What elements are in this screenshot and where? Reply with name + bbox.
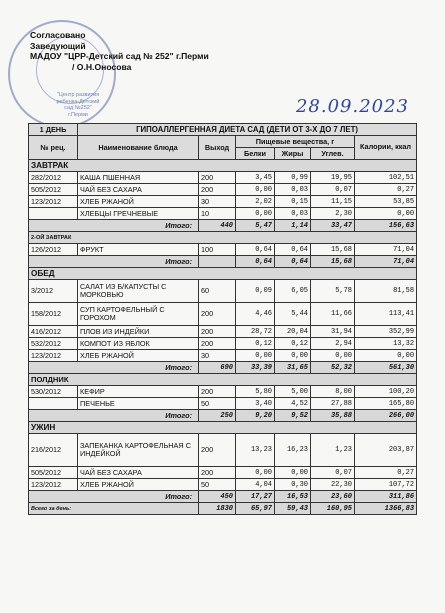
dish-name: ЗАПЕКАНКА КАРТОФЕЛЬНАЯ С ИНДЕЙКОЙ <box>78 434 199 467</box>
section-header <box>29 160 417 172</box>
dish-row <box>29 386 417 398</box>
dish-name: ЧАЙ БЕЗ САХАРА <box>78 184 199 196</box>
dish-row <box>29 479 417 491</box>
total-protein: 9,20 <box>236 410 275 422</box>
dish-row <box>29 326 417 338</box>
dish-yield: 50 <box>199 398 236 410</box>
carb-value: 31,94 <box>311 326 355 338</box>
protein-value: 0,00 <box>236 350 275 362</box>
carb-value: 5,78 <box>311 280 355 303</box>
protein-value: 5,80 <box>236 386 275 398</box>
protein-value: 28,72 <box>236 326 275 338</box>
dish-name: КОМПОТ ИЗ ЯБЛОК <box>78 338 199 350</box>
calorie-value: 165,80 <box>355 398 417 410</box>
carb-value: 0,07 <box>311 467 355 479</box>
total-calories: 71,04 <box>355 256 417 268</box>
dish-name: ФРУКТ <box>78 244 199 256</box>
grand-total-protein: 65,97 <box>236 503 275 515</box>
protein-value: 4,46 <box>236 303 275 326</box>
total-protein: 0,64 <box>236 256 275 268</box>
grand-total-label: Всего за день: <box>29 503 199 515</box>
dish-row <box>29 398 417 410</box>
protein-value: 0,00 <box>236 208 275 220</box>
stamp-line: "Центр развития <box>56 92 100 98</box>
grand-total-fat: 59,43 <box>275 503 311 515</box>
recipe-number: 505/2012 <box>29 184 78 196</box>
dish-row <box>29 184 417 196</box>
fat-value: 20,04 <box>275 326 311 338</box>
approval-line: МАДОУ "ЦРР-Детский сад № 252" г.Перми <box>30 51 209 61</box>
section-header <box>29 268 417 280</box>
recipe-number: 416/2012 <box>29 326 78 338</box>
protein-value: 0,12 <box>236 338 275 350</box>
protein-value: 4,04 <box>236 479 275 491</box>
section-total-row <box>29 410 417 422</box>
dish-name: СУП КАРТОФЕЛЬНЫЙ С ГОРОХОМ <box>78 303 199 326</box>
section-title: ПОЛДНИК <box>29 374 417 386</box>
protein-value: 0,64 <box>236 244 275 256</box>
fat-value: 5,44 <box>275 303 311 326</box>
dish-yield: 200 <box>199 386 236 398</box>
dish-yield: 200 <box>199 184 236 196</box>
recipe-number: 126/2012 <box>29 244 78 256</box>
dish-name: КЕФИР <box>78 386 199 398</box>
dish-row <box>29 434 417 467</box>
stamp-line: сад №252" <box>64 105 92 111</box>
menu-table <box>28 123 417 515</box>
section-total-row <box>29 491 417 503</box>
dish-row <box>29 208 417 220</box>
section-header <box>29 422 417 434</box>
recipe-number: 123/2012 <box>29 479 78 491</box>
recipe-number: 123/2012 <box>29 196 78 208</box>
stamp-line: г.Перми <box>68 111 88 118</box>
section-title: 2-ОЙ ЗАВТРАК <box>29 232 417 244</box>
carb-value: 2,30 <box>311 208 355 220</box>
dish-row <box>29 303 417 326</box>
total-protein: 17,27 <box>236 491 275 503</box>
calorie-value: 107,72 <box>355 479 417 491</box>
section-total-row <box>29 220 417 232</box>
total-yield: 690 <box>199 362 236 374</box>
fat-value: 0,00 <box>275 350 311 362</box>
protein-value: 0,00 <box>236 184 275 196</box>
grand-total-calories: 1366,83 <box>355 503 417 515</box>
grand-total-yield: 1830 <box>199 503 236 515</box>
dish-yield: 200 <box>199 434 236 467</box>
dish-name: ХЛЕБ РЖАНОЙ <box>78 196 199 208</box>
approval-line: Согласовано <box>30 30 86 40</box>
total-calories: 266,00 <box>355 410 417 422</box>
section-header <box>29 374 417 386</box>
fat-value: 0,15 <box>275 196 311 208</box>
protein-value: 0,00 <box>236 467 275 479</box>
carb-value: 27,88 <box>311 398 355 410</box>
calorie-value: 100,20 <box>355 386 417 398</box>
total-carb: 23,60 <box>311 491 355 503</box>
total-calories: 561,30 <box>355 362 417 374</box>
stamp-line: ребенка-Детский <box>56 98 100 105</box>
fat-value: 0,12 <box>275 338 311 350</box>
total-carb: 15,68 <box>311 256 355 268</box>
total-fat: 1,14 <box>275 220 311 232</box>
carb-value: 22,30 <box>311 479 355 491</box>
approval-line: Заведующий <box>30 40 86 51</box>
dish-yield: 50 <box>199 479 236 491</box>
handwritten-date: 28.09.2023 <box>295 96 409 117</box>
fat-value: 0,03 <box>275 184 311 196</box>
carb-value: 19,95 <box>311 172 355 184</box>
menu-title: ГИПОАЛЛЕРГЕННАЯ ДИЕТА САД (ДЕТИ ОТ 3-Х ДО 7 ЛЕТ) <box>78 124 417 136</box>
total-yield: 250 <box>199 410 236 422</box>
total-fat: 31,65 <box>275 362 311 374</box>
fat-value: 0,03 <box>275 208 311 220</box>
dish-name: ПЕЧЕНЬЕ <box>78 398 199 410</box>
calorie-value: 203,87 <box>355 434 417 467</box>
dish-row <box>29 467 417 479</box>
carb-value: 11,15 <box>311 196 355 208</box>
dish-row <box>29 172 417 184</box>
protein-value: 0,09 <box>236 280 275 303</box>
total-fat: 16,53 <box>275 491 311 503</box>
dish-yield: 200 <box>199 338 236 350</box>
calorie-value: 102,51 <box>355 172 417 184</box>
calorie-value: 71,04 <box>355 244 417 256</box>
col-fat: Жиры <box>275 148 311 160</box>
total-protein: 5,47 <box>236 220 275 232</box>
total-label: Итого: <box>29 491 199 503</box>
section-header <box>29 232 417 244</box>
recipe-number: 530/2012 <box>29 386 78 398</box>
col-calories: Калории, ккал <box>355 136 417 160</box>
carb-value: 15,68 <box>311 244 355 256</box>
dish-row <box>29 244 417 256</box>
total-carb: 35,88 <box>311 410 355 422</box>
day-label: 1 ДЕНЬ <box>29 124 78 136</box>
calorie-value: 53,85 <box>355 196 417 208</box>
calorie-value: 13,32 <box>355 338 417 350</box>
dish-name: ХЛЕБЦЫ ГРЕЧНЕВЫЕ <box>78 208 199 220</box>
section-title: ОБЕД <box>29 268 417 280</box>
dish-yield: 100 <box>199 244 236 256</box>
dish-name: САЛАТ ИЗ Б/КАПУСТЫ С МОРКОВЬЮ <box>78 280 199 303</box>
total-yield <box>199 256 236 268</box>
total-label: Итого: <box>29 220 199 232</box>
section-total-row <box>29 362 417 374</box>
calorie-value: 81,58 <box>355 280 417 303</box>
col-nutrients: Пищевые вещества, г <box>236 136 355 148</box>
dish-yield: 60 <box>199 280 236 303</box>
col-protein: Белки <box>236 148 275 160</box>
dish-row <box>29 280 417 303</box>
calorie-value: 0,27 <box>355 467 417 479</box>
protein-value: 3,45 <box>236 172 275 184</box>
dish-name: ХЛЕБ РЖАНОЙ <box>78 479 199 491</box>
stamp-text <box>40 92 116 118</box>
total-carb: 33,47 <box>311 220 355 232</box>
dish-yield: 200 <box>199 467 236 479</box>
col-carb: Углев. <box>311 148 355 160</box>
carb-value: 0,07 <box>311 184 355 196</box>
menu-body <box>29 160 417 515</box>
recipe-number: 3/2012 <box>29 280 78 303</box>
carb-value: 1,23 <box>311 434 355 467</box>
dish-row <box>29 338 417 350</box>
dish-yield: 30 <box>199 196 236 208</box>
total-yield: 440 <box>199 220 236 232</box>
grand-total-row <box>29 503 417 515</box>
recipe-number: 505/2012 <box>29 467 78 479</box>
calorie-value: 113,41 <box>355 303 417 326</box>
fat-value: 0,99 <box>275 172 311 184</box>
carb-value: 8,00 <box>311 386 355 398</box>
protein-value: 3,40 <box>236 398 275 410</box>
total-calories: 311,86 <box>355 491 417 503</box>
carb-value: 0,00 <box>311 350 355 362</box>
recipe-number: 216/2012 <box>29 434 78 467</box>
section-title: УЖИН <box>29 422 417 434</box>
recipe-number <box>29 398 78 410</box>
dish-yield: 200 <box>199 326 236 338</box>
approval-signature: / О.Н.Оносова <box>72 61 132 72</box>
recipe-number: 158/2012 <box>29 303 78 326</box>
approval-block <box>30 30 209 72</box>
recipe-number <box>29 208 78 220</box>
total-protein: 33,39 <box>236 362 275 374</box>
dish-row <box>29 350 417 362</box>
total-label: Итого: <box>29 410 199 422</box>
fat-value: 4,52 <box>275 398 311 410</box>
total-label: Итого: <box>29 256 199 268</box>
total-carb: 52,32 <box>311 362 355 374</box>
dish-yield: 30 <box>199 350 236 362</box>
recipe-number: 123/2012 <box>29 350 78 362</box>
grand-total-carb: 160,95 <box>311 503 355 515</box>
dish-name: ЧАЙ БЕЗ САХАРА <box>78 467 199 479</box>
total-fat: 0,64 <box>275 256 311 268</box>
protein-value: 2,02 <box>236 196 275 208</box>
fat-value: 0,00 <box>275 467 311 479</box>
protein-value: 13,23 <box>236 434 275 467</box>
calorie-value: 352,99 <box>355 326 417 338</box>
col-recipe: № рец. <box>29 136 78 160</box>
fat-value: 0,30 <box>275 479 311 491</box>
dish-yield: 10 <box>199 208 236 220</box>
recipe-number: 282/2012 <box>29 172 78 184</box>
dish-row <box>29 196 417 208</box>
col-dish: Наименование блюда <box>78 136 199 160</box>
fat-value: 5,00 <box>275 386 311 398</box>
total-label: Итого: <box>29 362 199 374</box>
dish-yield: 200 <box>199 172 236 184</box>
carb-value: 2,94 <box>311 338 355 350</box>
recipe-number: 532/2012 <box>29 338 78 350</box>
total-fat: 9,52 <box>275 410 311 422</box>
dish-name: ПЛОВ ИЗ ИНДЕЙКИ <box>78 326 199 338</box>
carb-value: 11,66 <box>311 303 355 326</box>
total-calories: 156,63 <box>355 220 417 232</box>
calorie-value: 0,00 <box>355 350 417 362</box>
fat-value: 6,05 <box>275 280 311 303</box>
total-yield: 450 <box>199 491 236 503</box>
fat-value: 16,23 <box>275 434 311 467</box>
calorie-value: 0,27 <box>355 184 417 196</box>
section-title: ЗАВТРАК <box>29 160 417 172</box>
fat-value: 0,64 <box>275 244 311 256</box>
dish-name: КАША ПШЕННАЯ <box>78 172 199 184</box>
calorie-value: 0,00 <box>355 208 417 220</box>
dish-yield: 200 <box>199 303 236 326</box>
section-total-row <box>29 256 417 268</box>
col-yield: Выход <box>199 136 236 160</box>
dish-name: ХЛЕБ РЖАНОЙ <box>78 350 199 362</box>
